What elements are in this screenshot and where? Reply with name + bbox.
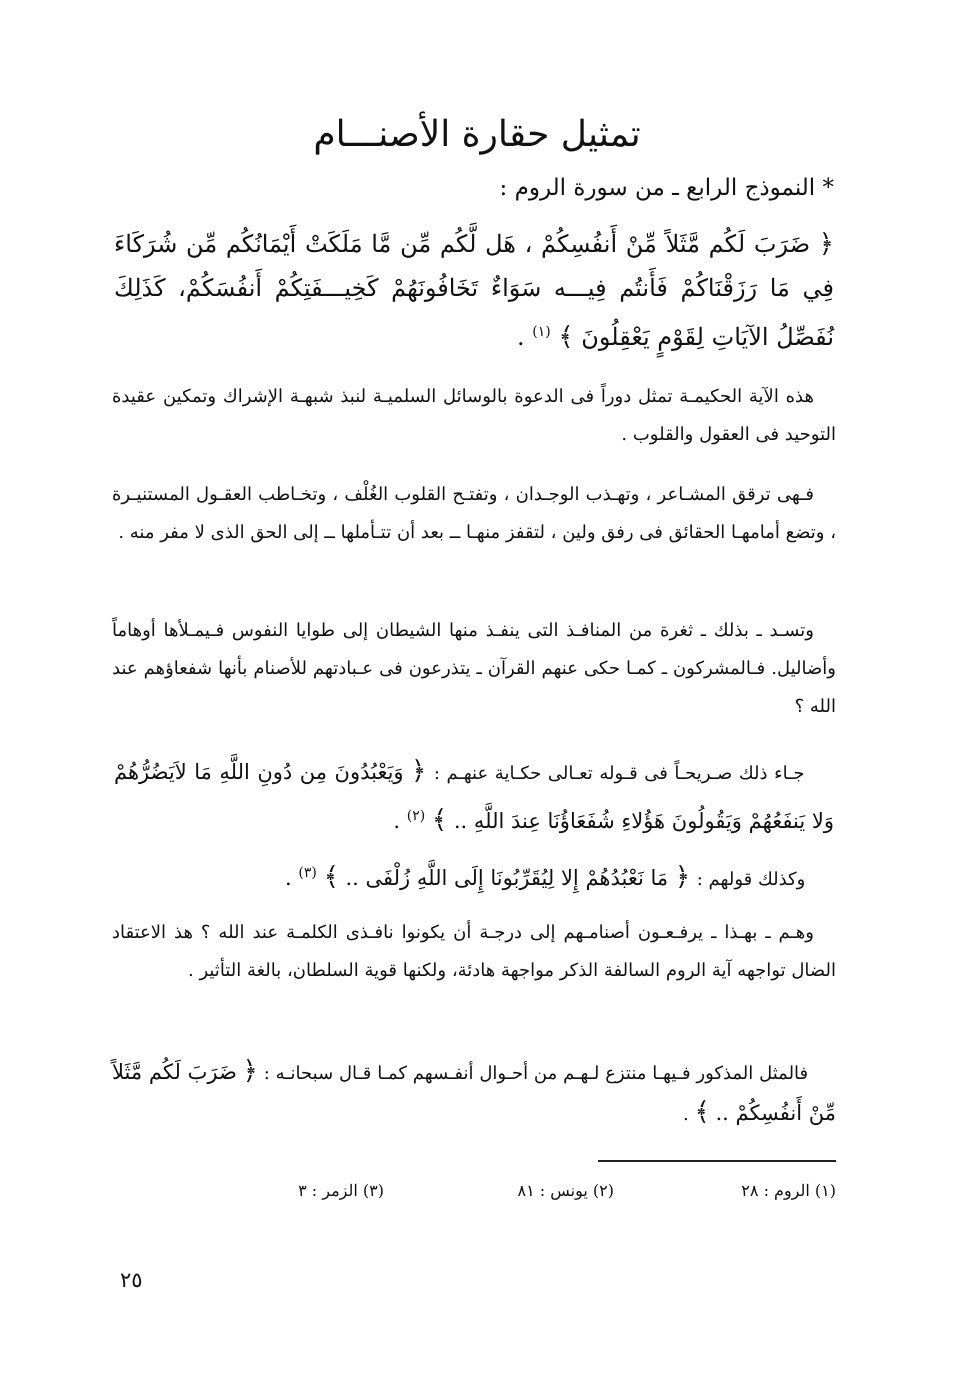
quote2-text: وَيَعْبُدُونَ مِن دُونِ اللَّهِ مَا لاَيَضُرُّهُمْ وَلا يَنفَعُهُمْ وَيَقُولُونَ هَؤُلاءِ شُفَعَاؤُنَا عِندَ اللَّهِ .. xyxy=(114,760,834,833)
quote3-text: مَا نَعْبُدُهُمْ إِلا لِيُقَرِّبُونَا إِلَى اللَّهِ زُلْفَى .. xyxy=(345,866,669,890)
footnote-ref-1: (١) xyxy=(532,324,551,340)
section-subheading: * النموذج الرابع ـ من سورة الروم : xyxy=(499,175,834,201)
footnote-1: (١) الروم : ٢٨ xyxy=(741,1181,836,1200)
quote2-open-bracket: ﴿ xyxy=(411,756,427,786)
quote3-lead: وكذلك قولهم : xyxy=(696,869,806,890)
verse-open-bracket: ﴿ xyxy=(818,229,834,259)
page-number: ٢٥ xyxy=(120,1268,143,1292)
paragraph5-lead: فالمثل المذكور فـيهـا منتزع لـهـم من أحـوال أنفـسهم كمـا قـال سبحانـه : xyxy=(263,1063,809,1084)
paragraph-5 xyxy=(112,1052,836,1134)
quote3-open-bracket: ﴿ xyxy=(674,862,691,892)
quote-block-3 xyxy=(114,852,834,901)
verse-close-bracket: ﴾ xyxy=(558,322,574,352)
paragraph5-end: . xyxy=(683,1104,689,1125)
paragraph5-open-bracket: ﴿ xyxy=(242,1056,258,1086)
quran-verse-block xyxy=(114,222,834,359)
paragraph-4: وهـم ـ بهـذا ـ يرفـعـون أصنامـهم إلى درجـة أن يكونوا نافـذى الكلمـة عند الله ؟ هذ الاعتقاد الضال تواجهه آية الروم السالفة الذكر مواجهة هادئة، ولكنها قوية السلطان، بالغة التأثير . xyxy=(112,922,836,981)
paragraph5-quote: ضَرَبَ لَكُم مَّثَلاً مِّنْ أَنفُسِكُمْ .. xyxy=(112,1060,836,1125)
footnote-3: (٣) الزمر : ٣ xyxy=(298,1181,384,1200)
footnote-ref-2: (٢) xyxy=(406,808,426,824)
paragraph-2: فـهى ترقق المشـاعر ، وتهـذب الوجـدان ، وتفتـح القلوب الغُلْف ، وتخـاطب العقـول المستنيـرة ، وتضع أمامهـا الحقائق فى رفق ولين ، لتقفز منهـا ــ بعد أن تتـأملها ــ إلى الحق الذى لا مفر منه . xyxy=(112,484,836,543)
quote-block-2 xyxy=(114,750,834,842)
verse-end: . xyxy=(517,323,525,351)
verse-text: ضَرَبَ لَكُم مَّثَلاً مِّنْ أَنفُسِكُمْ ، هَل لَّكُم مِّن مَّا مَلَكَتْ أَيْمَانُكُم مِّن شُرَكَاءَ فِي مَا رَزَقْنَاكُمْ فَأَنتُم فِيـــه سَوَاءٌ تَخَافُونَهُمْ كَخِيـــفَتِكُمْ أَنفُسَكُمْ، كَذَلِكَ نُفَصِّلُ الآيَاتِ لِقَوْمٍ يَعْقِلُونَ xyxy=(114,230,834,351)
quote2-lead: جـاء ذلك صـريحـاً فى قـوله تعـالى حكـاية عنهـم : xyxy=(433,763,805,784)
quote2-end: . xyxy=(393,809,401,833)
quote3-close-bracket: ﴾ xyxy=(323,862,339,892)
footnote-2: (٢) يونس : ٨١ xyxy=(517,1181,614,1200)
page-title: تمثيل حقارة الأصنـــام xyxy=(313,114,641,155)
footnote-divider xyxy=(598,1160,836,1162)
quote2-close-bracket: ﴾ xyxy=(431,805,448,835)
paragraph-3: وتسـد ـ بذلك ـ ثغرة من المنافـذ التى ينفـذ منها الشيطان إلى طوايا النفوس فـيمـلأها أوهاماً وأضاليل. فـالمشركون ـ كمـا حكى عنهم القرآن ـ يتذرعون فى عـبادتهم للأصنام بأنها شفعاؤهم عند الله ؟ xyxy=(112,620,836,717)
paragraph5-close-bracket: ﴾ xyxy=(694,1097,710,1127)
footnote-ref-3: (٣) xyxy=(298,865,317,881)
quote3-end: . xyxy=(285,866,292,890)
paragraph-1: هذه الآية الحكيمـة تمثل دوراً فى الدعوة بالوسائل السلميـة لنبذ شبهـة الإشراك وتمكين عقيدة التوحيد فى العقول والقلوب . xyxy=(112,386,836,445)
